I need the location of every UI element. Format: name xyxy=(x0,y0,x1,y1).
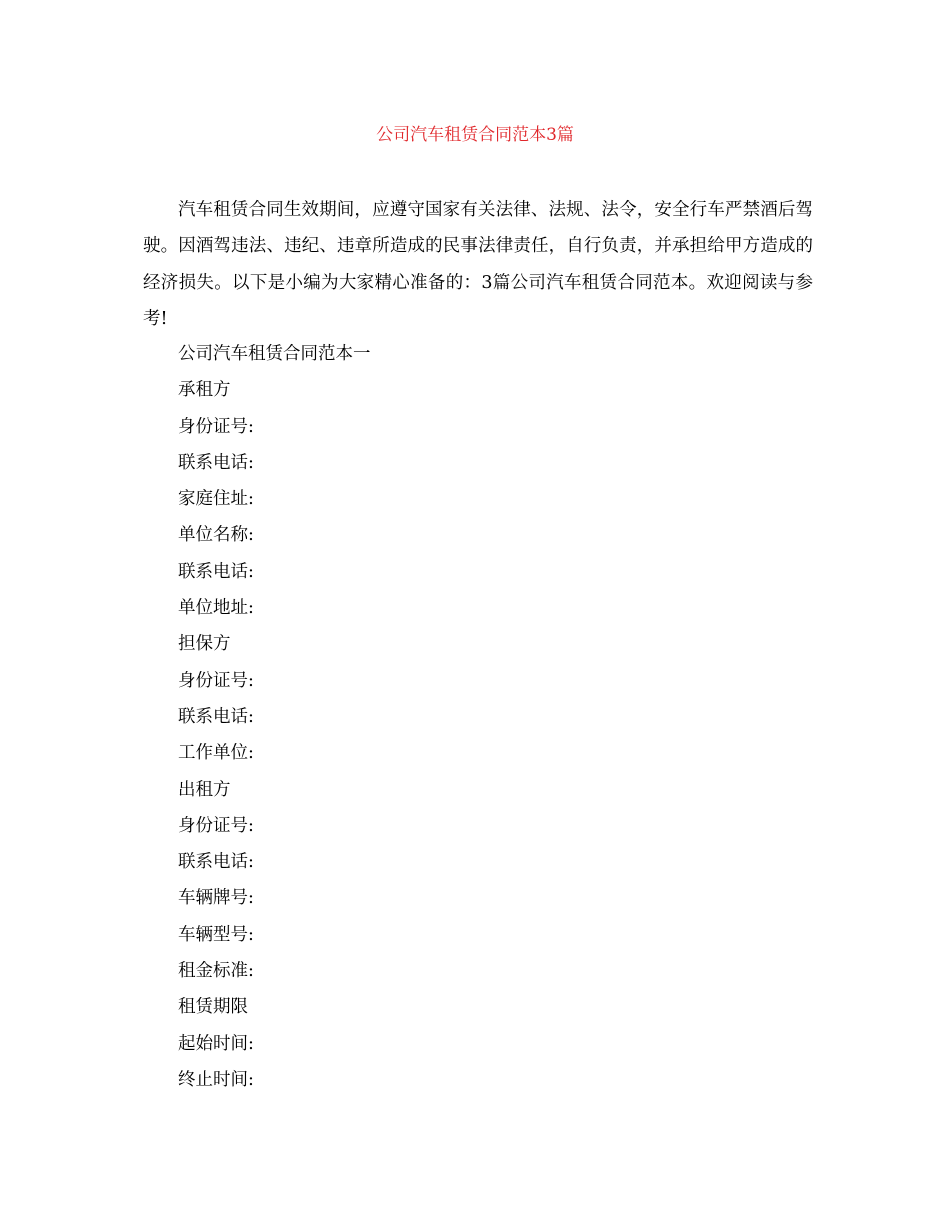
field-label: 身份证号: xyxy=(178,670,254,691)
contract-fields xyxy=(178,336,371,1098)
field-label: 联系电话: xyxy=(178,452,254,473)
field-label: 联系电话: xyxy=(178,561,254,582)
field-label: 身份证号: xyxy=(178,815,254,836)
document-title: 公司汽车租赁合同范本3篇 xyxy=(376,125,574,145)
section-label-term: 租赁期限 xyxy=(178,997,248,1018)
field-label: 联系电话: xyxy=(178,852,254,873)
party-label-lessor: 出租方 xyxy=(178,779,231,800)
field-label: 家庭住址: xyxy=(178,489,254,510)
party-label-lessee: 承租方 xyxy=(178,380,231,401)
field-label: 单位名称: xyxy=(178,525,254,546)
field-label: 车辆牌号: xyxy=(178,888,254,909)
field-label: 单位地址: xyxy=(178,598,254,619)
field-label: 车辆型号: xyxy=(178,924,254,945)
field-label: 起始时间: xyxy=(178,1033,254,1054)
section-heading: 公司汽车租赁合同范本一 xyxy=(178,344,371,364)
field-label: 身份证号: xyxy=(178,416,254,437)
field-label: 联系电话: xyxy=(178,706,254,727)
field-label: 租金标准: xyxy=(178,961,254,982)
field-label: 工作单位: xyxy=(178,743,254,764)
field-label: 终止时间: xyxy=(178,1069,254,1090)
party-label-guarantor: 担保方 xyxy=(178,634,231,655)
intro-paragraph: 汽车租赁合同生效期间，应遵守国家有关法律、法规、法令，安全行车严禁酒后驾驶。因酒驾违法、违纪、违章所造成的民事法律责任，自行负责，并承担给甲方造成的经济损失。以下是小编为大家精心准备的：3篇公司汽车租赁合同范本。欢迎阅读与参考! xyxy=(143,200,813,329)
